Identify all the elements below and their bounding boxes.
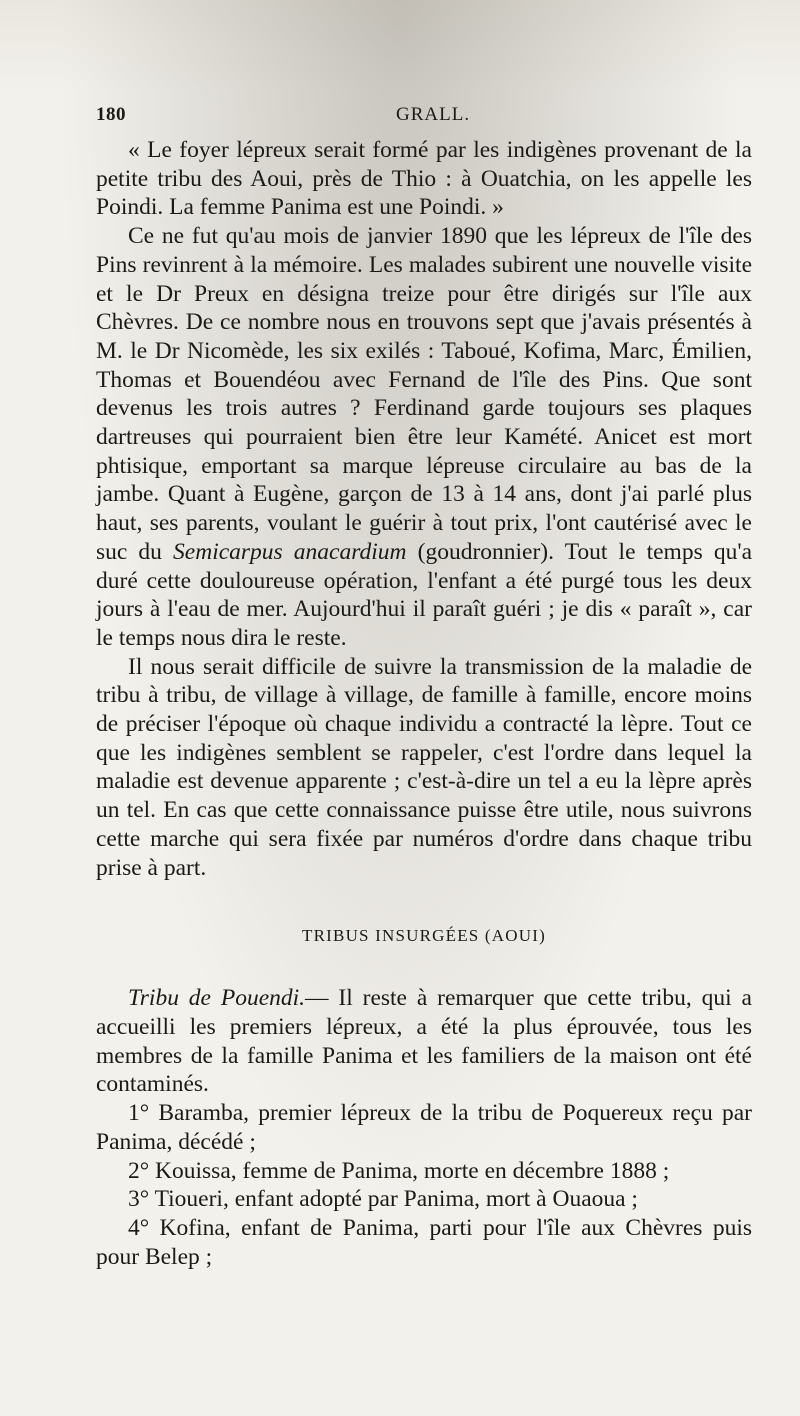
paragraph: Il nous serait difficile de suivre la transmission de la maladie de tribu à tribu, de village à village, de famille à famille, encore moins de préciser l'époque où chaque individu a contracté la lèpre. Tout ce que les indigènes semblent se rappeler, c'est l'ordre dans lequel la maladie est devenue apparente ; c'est-à-dire un tel a eu la lèpre après un tel. En cas que cette connaissance puisse être utile, nous suivrons cette marche qui sera fixée par numéros d'ordre dans chaque tribu prise à part. [96,653,752,881]
paragraph: « Le foyer lépreux serait formé par les indigènes provenant de la petite tribu des Aoui, près de Thio : à Ouatchia, on les appelle les Poindi. La femme Panima est une Poindi. » [96,137,752,221]
list-item: 2° Kouissa, femme de Panima, morte en décembre 1888 ; [128,1157,670,1184]
paragraph-text: (goudronnier). Tout le temps qu'a duré cette douloureuse opération, l'enfant a été purgé tous les deux jours à l'eau de mer. Aujourd'hui il paraît guéri ; je dis « paraît », car le temps nous dira le reste. [96,538,753,651]
paragraph [96,984,752,1099]
species-name: Semicarpus anacardium [173,538,407,565]
page-number: 180 [96,104,126,125]
paragraph-text: — Il reste à remarquer que cette tribu, qui a accueilli les premiers lépreux, a été la plus éprouvée, tous les membres de la famille Panima et les familiers de la maison ont été contaminés. [96,985,752,1098]
list-item: 1° Baramba, premier lépreux de la tribu de Poquereux reçu par Panima, décédé ; [96,1100,752,1155]
paragraph [96,222,752,653]
section-heading: TRIBUS INSURGÉES (AOUI) [302,926,546,946]
tribe-name: Tribu de Pouendi. [128,985,306,1012]
list-item: 3° Tioueri, enfant adopté par Panima, mort à Ouaoua ; [128,1186,638,1213]
paragraph-text: Ce ne fut qu'au mois de janvier 1890 que les lépreux de l'île des Pins revinrent à la mémoire. Les malades subirent une nouvelle visite et le Dr Preux en désigna treize pour être dirigés sur l'île aux Chèvres. De ce nombre nous en trouvons sept que j'avais présentés à M. le Dr Nicomède, les six exilés : Taboué, Kofima, Marc, Émilien, Thomas et Bouendéou avec Fernand de l'île des Pins. Que sont devenus les trois autres ? Ferdinand garde toujours ses plaques dartreuses qui pourraient bien être leur Kamété. Anicet est mort phtisique, emportant sa marque lépreuse circulaire au bas de la jambe. Quant à Eugène, garçon de 13 à 14 ans, dont j'ai parlé plus haut, ses parents, voulant le guérir à tout prix, l'ont cautérisé avec le suc du [96,223,752,565]
body-text [96,136,752,1271]
running-title: GRALL. [396,104,471,125]
running-header [96,104,752,134]
list-item: 4° Kofina, enfant de Panima, parti pour l'île aux Chèvres puis pour Belep ; [96,1214,752,1270]
